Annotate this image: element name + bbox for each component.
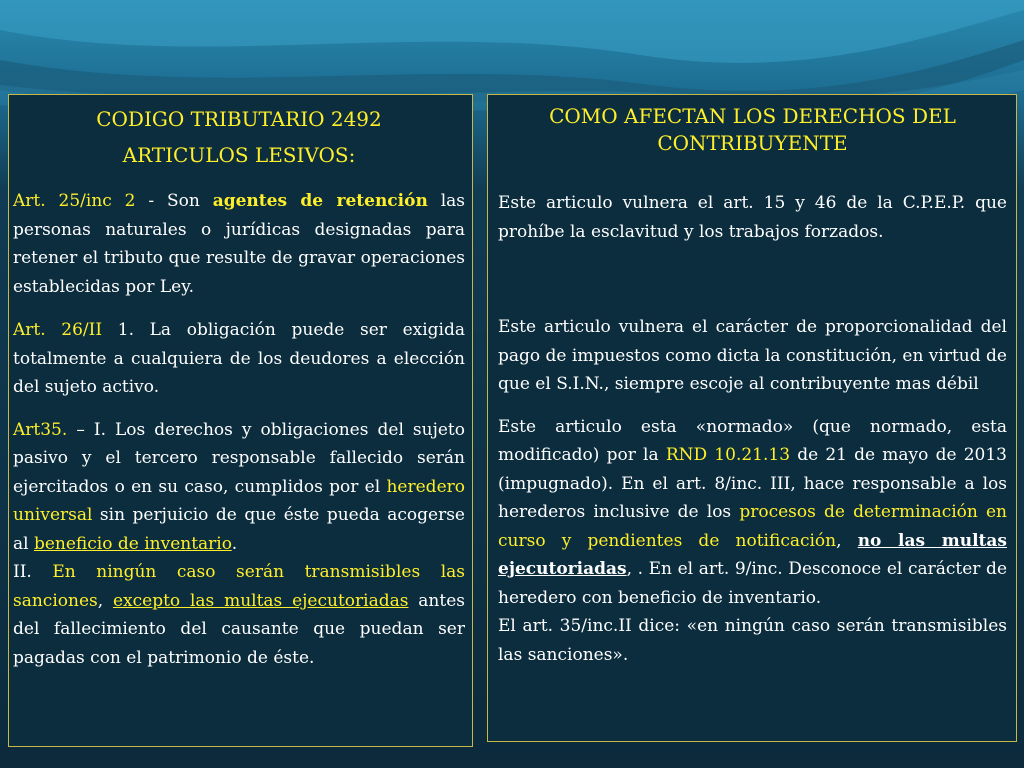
rp3-text-b: de 21 de mayo de 2013 (impugnado). En el art. 8/inc. III, hace responsable a los herederos inclusive de los: [498, 445, 1007, 522]
art35ii-prefix: II.: [13, 562, 53, 582]
right-paragraph-4: El art. 35/inc.II dice: «en ningún caso serán transmisibles las sanciones».: [498, 616, 1007, 665]
rp3-bold-multas: no las multas ejecutoriadas: [498, 530, 1007, 579]
art35-text-a: – I. Los derechos y obligaciones del sujeto pasivo y el tercero responsable fallecido serán ejercitados o en su caso, cumplidos por el: [13, 419, 465, 497]
left-title-line2: ARTICULOS LESIVOS:: [122, 143, 356, 167]
rp3-text-a: Este articulo esta «normado» (que normado, esta modificado) por la: [498, 416, 1007, 465]
right-paragraph-1: Este articulo vulnera el art. 15 y 46 de la C.P.E.P. que prohíbe la esclavitud y los trabajos forzados.: [498, 193, 1007, 242]
left-paragraph-art35: [13, 416, 465, 559]
art25-text-a: - Son: [135, 191, 213, 211]
art35-highlight-beneficio: beneficio de inventario: [33, 533, 232, 554]
art35ii-text-b: antes del fallecimiento del causante que puedan ser pagadas con el patrimonio de éste.: [13, 590, 465, 668]
rp3-text-c: ,: [836, 530, 858, 551]
right-title: COMO AFECTAN LOS DERECHOS DEL CONTRIBUYENTE: [549, 104, 956, 155]
art35-text-c: .: [231, 533, 238, 554]
art26-text: 1. La obligación puede ser exigida totalmente a cualquiera de los deudores a elección del sujeto activo.: [13, 320, 465, 397]
right-paragraph-2: Este articulo vulnera el carácter de proporcionalidad del pago de impuestos como dicta la constitución, en virtud de que el S.I.N., siempre escoje al contribuyente mas débil: [498, 317, 1007, 394]
rp3-text-d: , . En el art. 9/inc. Desconoce el carácter de heredero con beneficio de inventario.: [498, 559, 1007, 608]
art35ii-highlight-sanciones: En ningún caso serán transmisibles las sanciones: [13, 562, 465, 611]
art35-text-b: sin perjuicio de que éste pueda acogerse al: [13, 505, 465, 554]
left-paragraph-art25: [13, 187, 465, 301]
left-panel: [8, 94, 473, 747]
right-panel: [487, 94, 1017, 742]
left-paragraph-art35-ii: [13, 558, 465, 672]
art25-text-b: las personas naturales o jurídicas designadas para retener el tributo que resulte de gravar operaciones establecidas por Ley.: [13, 191, 466, 297]
art25-highlight: agentes de retención: [212, 191, 428, 211]
rp3-highlight-procesos: procesos de determinación en curso y pendientes de notificación: [498, 502, 1008, 551]
art35-highlight-heredero: heredero universal: [13, 476, 465, 525]
art35-ref: Art35.: [13, 419, 68, 440]
art35ii-text-a: ,: [97, 590, 113, 611]
art26-ref: Art. 26/II: [13, 320, 103, 340]
left-paragraph-art26: [13, 316, 465, 402]
left-title-line1: CODIGO TRIBUTARIO 2492: [96, 107, 382, 131]
art25-ref: Art. 25/inc 2: [13, 191, 136, 211]
rp3-highlight-rnd: RND 10.21.13: [665, 445, 791, 465]
art35ii-highlight-multas: excepto las multas ejecutoriadas: [112, 590, 409, 611]
right-paragraph-3: [498, 413, 1007, 613]
